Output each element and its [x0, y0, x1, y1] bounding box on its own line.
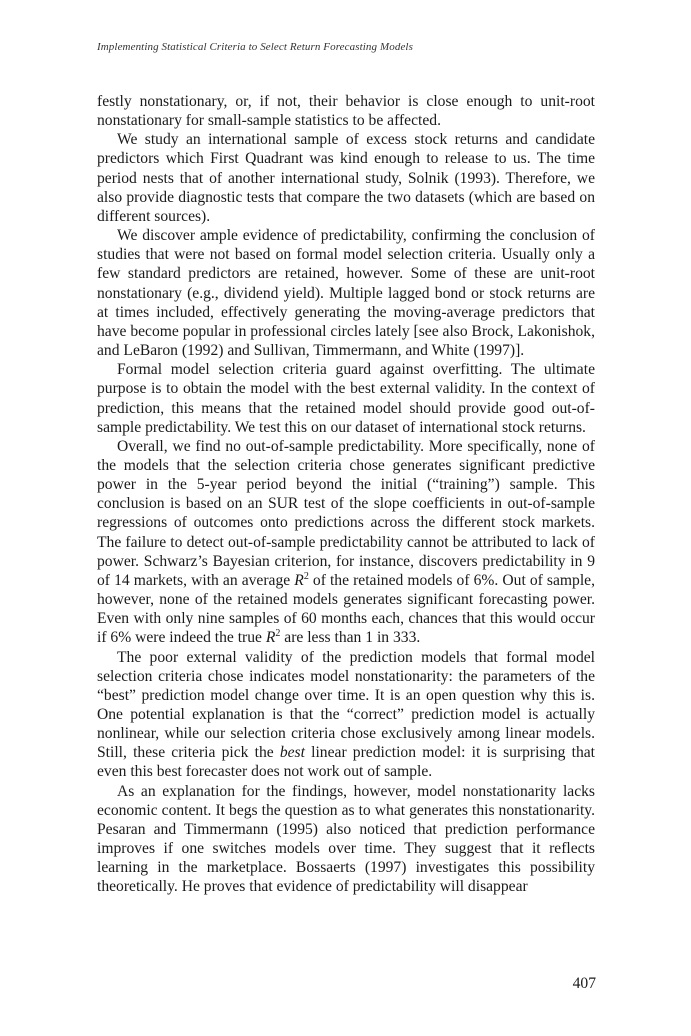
paragraph-5-part-b: of the retained models of 6%. Out of sample, however, none of the retained models generates significant forecasting power. Even with only nine samples of 60 months each, chances that this would occur if 6% were indeed the true	[97, 571, 596, 647]
paragraph-4: Formal model selection criteria guard against overfitting. The ultimate purpose is to obtain the model with the best external validity. In the context of prediction, this means that the retained model should provide good out-of-sample predictability. We test this on our dataset of international stock returns.	[97, 361, 595, 436]
r-squared-exponent: 2	[303, 570, 309, 582]
r-squared-symbol-2: R	[265, 629, 276, 647]
paragraph-6	[97, 648, 595, 782]
paragraph-5	[97, 437, 595, 648]
running-head: Implementing Statistical Criteria to Select Return Forecasting Models	[97, 41, 413, 53]
page-number: 407	[572, 975, 596, 992]
body-text	[97, 92, 595, 897]
paragraph-5-part-a: Overall, we find no out-of-sample predictability. More specifically, none of the models that the selection criteria chose generates significant predictive power in the 5-year period beyond the initial (“training”) sample. This conclusion is based on an SUR test of the slope coefficients in out-of-sample regressions of outcomes onto predictions across the different stock markets. The failure to detect out-of-sample predictability cannot be attributed to lack of power. Schwarz’s Bayesian criterion, for instance, discovers predictability in 9 of 14 markets, with an average	[97, 437, 595, 589]
paragraph-3: We discover ample evidence of predictability, confirming the conclusion of studies that were not based on formal model selection criteria. Usually only a few standard predictors are retained, however. Some of these are unit-root nonstationary (e.g., dividend yield). Multiple lagged bond or stock returns are at times included, effectively generating the moving-average predictors that have become popular in professional circles lately [see also Brock, Lakonishok, and LeBaron (1992) and Sullivan, Timmermann, and White (1997)].	[97, 227, 595, 360]
emphasis-best: best	[279, 744, 305, 762]
paragraph-1: festly nonstationary, or, if not, their behavior is close enough to unit-root nonstationary for small-sample statistics to be affected.	[97, 93, 595, 130]
paragraph-2: We study an international sample of excess stock returns and candidate predictors which First Quadrant was kind enough to release to us. The time period nests that of another international study, Solnik (1993). Therefore, we also provide diagnostic tests that compare the two datasets (which are based on different sources).	[97, 131, 595, 225]
paragraph-7: As an explanation for the findings, however, model nonstationarity lacks economic content. It begs the question as to what generates this nonstationarity. Pesaran and Timmermann (1995) also noticed that prediction performance improves if one switches models over time. They suggest that it reflects learning in the marketplace. Bossaerts (1997) investigates this possibility theoretically. He proves that evidence of predictability will disappear	[97, 782, 595, 896]
paragraph-5-part-c: are less than 1 in 333.	[280, 629, 421, 647]
paragraph-6-part-a: The poor external validity of the prediction models that formal model selection criteria chose indicates model nonstationarity: the parameters of the “best” prediction model change over time. It is an open question why this is. One potential explanation is that the “correct” prediction model is actually nonlinear, while our selection criteria chose exclusively among linear models. Still, these criteria pick the	[97, 648, 595, 762]
r-squared-symbol: R	[294, 571, 304, 589]
paragraph-6-part-b: linear prediction model: it is surprising that even this best forecaster does not work out of sample.	[97, 744, 596, 781]
r-squared-exponent-2: 2	[275, 628, 281, 640]
